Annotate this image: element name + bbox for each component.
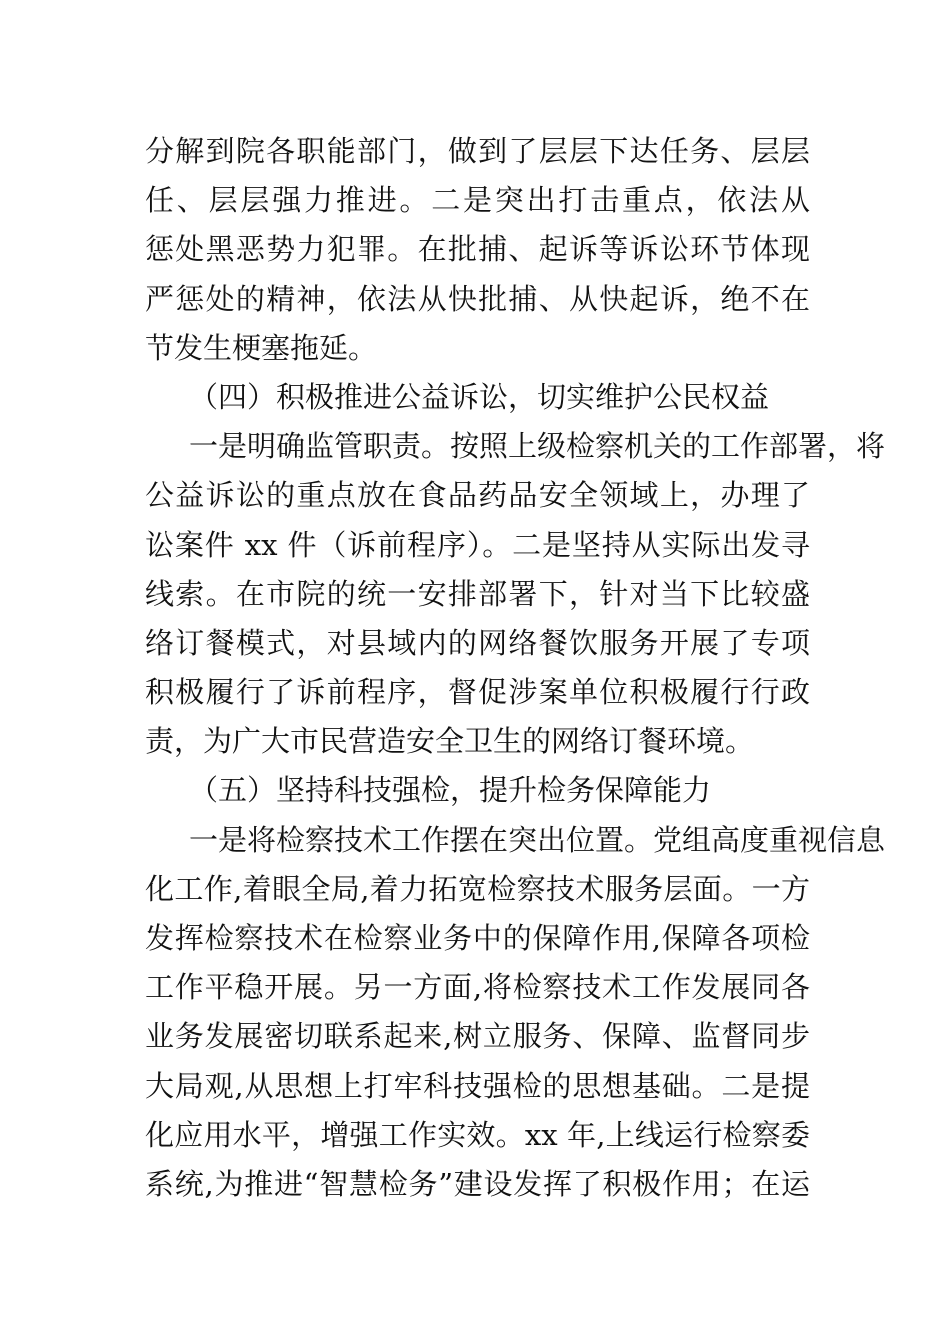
paragraph-line: 线索。在市院的统一安排部署下，针对当下比较盛 xyxy=(145,576,810,611)
paragraph-line: 公益诉讼的重点放在食品药品安全领域上，办理了 xyxy=(145,478,810,513)
paragraph-line: 化应用水平，增强工作实效。xx 年,上线运行检察委 xyxy=(145,1117,810,1152)
document-body xyxy=(145,127,886,1209)
paragraph-line: 发挥检察技术在检察业务中的保障作用,保障各项检 xyxy=(145,921,810,955)
paragraph-line: 严惩处的精神，依法从快批捕、从快起诉，绝不在 xyxy=(145,281,810,316)
paragraph-line: 系统,为推进“智慧检务”建设发挥了积极作用；在运 xyxy=(145,1166,810,1201)
paragraph-line: 节发生梗塞拖延。 xyxy=(145,330,378,365)
paragraph-line: 一是将检察技术工作摆在突出位置。党组高度重视信息 xyxy=(189,822,886,857)
paragraph-line: 积极履行了诉前程序，督促涉案单位积极履行行政 xyxy=(145,675,810,710)
paragraph-line: 络订餐模式，对县域内的网络餐饮服务开展了专项 xyxy=(145,625,810,660)
paragraph-line: 责，为广大市民营造安全卫生的网络订餐环境。 xyxy=(145,724,755,759)
section-heading: （五）坚持科技强检，提升检务保障能力 xyxy=(189,773,712,808)
paragraph-line: 惩处黑恶势力犯罪。在批捕、起诉等诉讼环节体现 xyxy=(145,232,810,267)
paragraph-line: 大局观,从思想上打牢科技强检的思想基础。二是提 xyxy=(145,1068,810,1103)
section-heading: （四）积极推进公益诉讼，切实维护公民权益 xyxy=(189,379,770,414)
paragraph-line: 化工作,着眼全局,着力拓宽检察技术服务层面。一方 xyxy=(145,871,810,906)
paragraph-line: 业务发展密切联系起来,树立服务、保障、监督同步 xyxy=(145,1019,810,1054)
paragraph-line: 讼案件 xx 件（诉前程序）。二是坚持从实际出发寻 xyxy=(145,527,810,562)
paragraph-line: 分解到院各职能部门，做到了层层下达任务、层层 xyxy=(145,134,810,168)
paragraph-line: 任、层层强力推进。二是突出打击重点，依法从 xyxy=(145,183,810,218)
paragraph-line: 工作平稳开展。另一方面,将检察技术工作发展同各 xyxy=(145,970,810,1005)
paragraph-line: 一是明确监管职责。按照上级检察机关的工作部署，将 xyxy=(189,429,886,464)
